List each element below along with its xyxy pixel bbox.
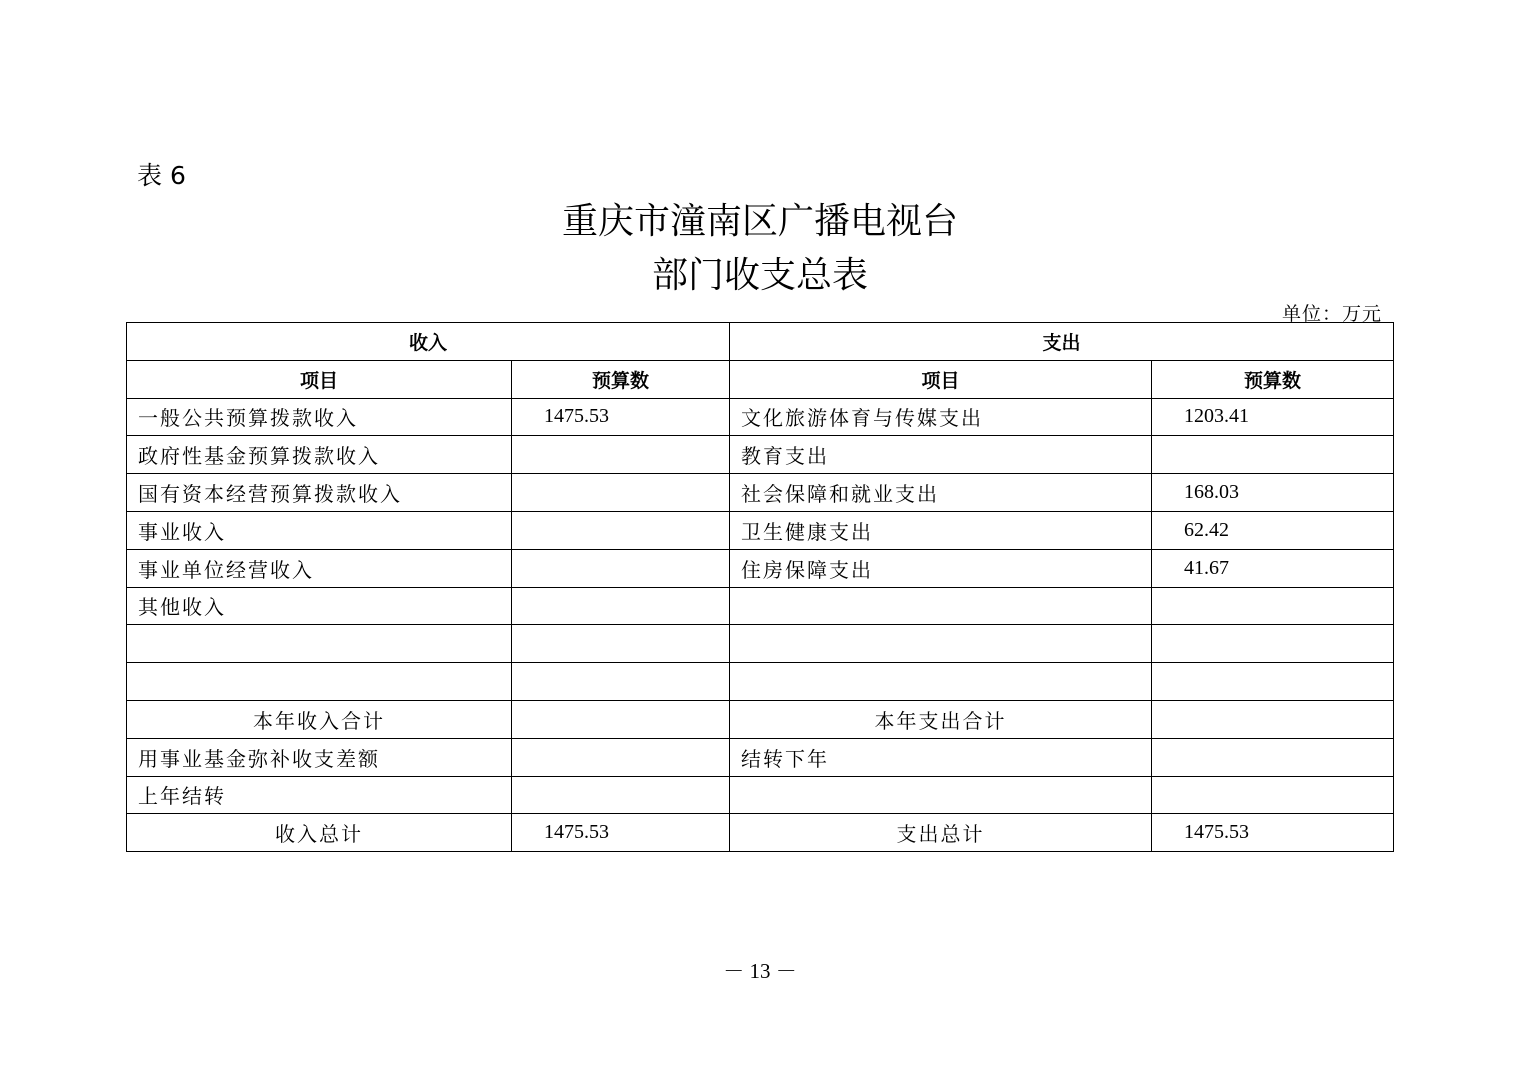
table-label: 表 6 [137, 161, 186, 190]
expense-budget-header: 预算数 [1152, 360, 1394, 398]
expense-total-value: 1475.53 [1152, 814, 1394, 852]
income-total-value: 1475.53 [512, 814, 730, 852]
income-item-cell: 其他收入 [127, 587, 512, 625]
expense-item-cell: 社会保障和就业支出 [730, 474, 1152, 512]
expense-item-cell: 卫生健康支出 [730, 511, 1152, 549]
total-row [127, 814, 1394, 852]
subtotal-row [127, 700, 1394, 738]
income-total-label: 收入总计 [127, 814, 512, 852]
expense-item-cell [730, 776, 1152, 814]
unit-label: 单位：万元 [1281, 303, 1382, 325]
income-value-cell [512, 474, 730, 512]
expense-subtotal-value [1152, 700, 1394, 738]
page-number: － 13 － [723, 959, 797, 983]
expense-value-cell: 1203.41 [1152, 398, 1394, 436]
table-row [127, 776, 1394, 814]
expense-value-cell: 62.42 [1152, 511, 1394, 549]
document-title: 重庆市潼南区广播电视台 [561, 201, 958, 242]
income-value-cell [512, 625, 730, 663]
income-value-cell [512, 511, 730, 549]
table-row [127, 738, 1394, 776]
expense-subtotal-label: 本年支出合计 [730, 700, 1152, 738]
income-subtotal-label: 本年收入合计 [127, 700, 512, 738]
income-value-cell: 1475.53 [512, 398, 730, 436]
income-value-cell [512, 738, 730, 776]
income-item-cell: 事业单位经营收入 [127, 549, 512, 587]
expense-item-cell: 住房保障支出 [730, 549, 1152, 587]
document-subtitle: 部门收支总表 [651, 255, 868, 296]
expense-value-cell [1152, 738, 1394, 776]
table-row [127, 625, 1394, 663]
expense-item-header: 项目 [730, 360, 1152, 398]
income-budget-header: 预算数 [512, 360, 730, 398]
section-header-row [127, 323, 1394, 361]
table-row [127, 549, 1394, 587]
expense-item-cell: 文化旅游体育与传媒支出 [730, 398, 1152, 436]
table-row [127, 474, 1394, 512]
column-header-row [127, 360, 1394, 398]
income-value-cell [512, 663, 730, 701]
table-row [127, 587, 1394, 625]
expense-item-cell: 教育支出 [730, 436, 1152, 474]
income-value-cell [512, 587, 730, 625]
income-value-cell [512, 549, 730, 587]
expense-item-cell [730, 625, 1152, 663]
expense-value-cell [1152, 436, 1394, 474]
income-item-cell: 用事业基金弥补收支差额 [127, 738, 512, 776]
table-row [127, 398, 1394, 436]
table-row [127, 436, 1394, 474]
table-row [127, 663, 1394, 701]
income-item-cell [127, 663, 512, 701]
budget-table [126, 322, 1394, 852]
income-item-cell: 国有资本经营预算拨款收入 [127, 474, 512, 512]
expense-section-header: 支出 [730, 323, 1394, 361]
income-item-cell: 事业收入 [127, 511, 512, 549]
expense-value-cell [1152, 587, 1394, 625]
table-row [127, 511, 1394, 549]
income-section-header: 收入 [127, 323, 730, 361]
expense-total-label: 支出总计 [730, 814, 1152, 852]
expense-item-cell [730, 587, 1152, 625]
expense-value-cell [1152, 663, 1394, 701]
income-value-cell [512, 776, 730, 814]
income-item-header: 项目 [127, 360, 512, 398]
expense-item-cell: 结转下年 [730, 738, 1152, 776]
expense-value-cell [1152, 625, 1394, 663]
income-item-cell: 一般公共预算拨款收入 [127, 398, 512, 436]
expense-value-cell [1152, 776, 1394, 814]
income-item-cell: 政府性基金预算拨款收入 [127, 436, 512, 474]
expense-value-cell: 168.03 [1152, 474, 1394, 512]
expense-value-cell: 41.67 [1152, 549, 1394, 587]
income-subtotal-value [512, 700, 730, 738]
income-value-cell [512, 436, 730, 474]
income-item-cell [127, 625, 512, 663]
income-item-cell: 上年结转 [127, 776, 512, 814]
expense-item-cell [730, 663, 1152, 701]
